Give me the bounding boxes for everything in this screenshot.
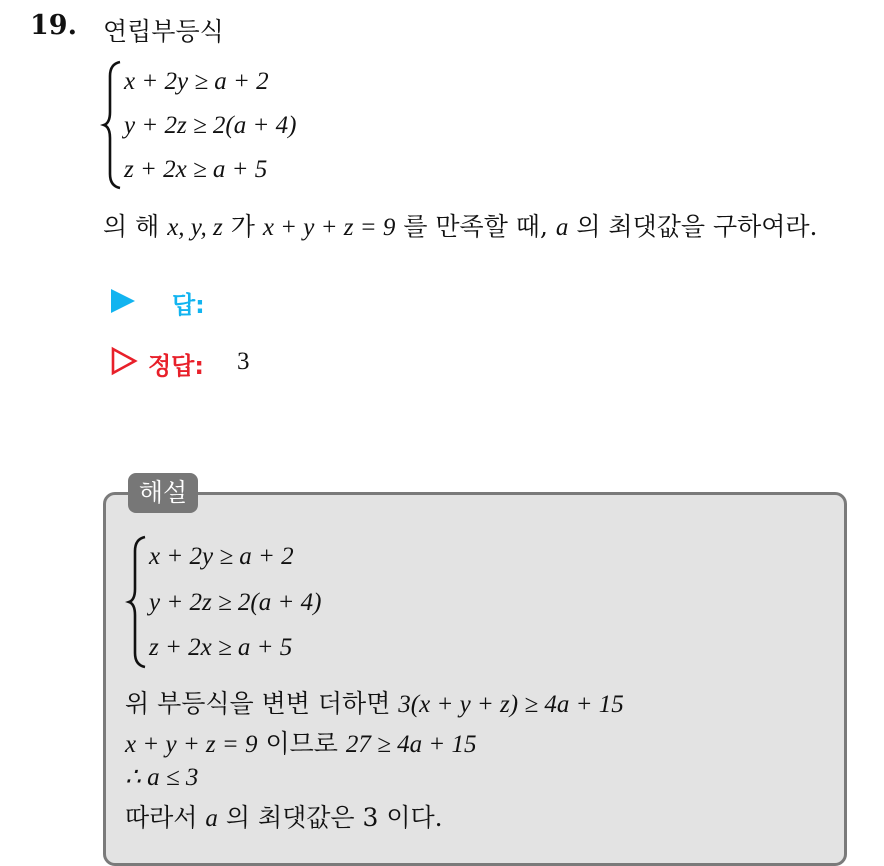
correct-answer-label: 정답: xyxy=(148,352,204,380)
answer-label: 답: xyxy=(172,291,205,319)
solution-line-2 xyxy=(125,724,477,760)
solution-line-3: ∴ a ≤ 3 xyxy=(125,764,199,791)
solution-system-line-3: z + 2x ≥ a + 5 xyxy=(149,634,293,661)
solution-line-4-var: a xyxy=(205,805,218,832)
solution-system-line-2: y + 2z ≥ 2(a + 4) xyxy=(149,589,322,616)
system-line-1: x + 2y ≥ a + 2 xyxy=(124,68,269,95)
problem-number: 19. xyxy=(30,10,77,41)
solution-line-2-math2: 27 ≥ 4a + 15 xyxy=(345,731,477,758)
question-condition: x + y + z = 9 xyxy=(262,214,396,241)
solution-line-4 xyxy=(125,798,443,834)
solution-line-1-text: 위 부등식을 변변 더하면 xyxy=(125,689,391,718)
solution-line-2-math: x + y + z = 9 xyxy=(125,731,258,758)
question-vars: x, y, z xyxy=(167,214,223,241)
solution-system-line-1: x + 2y ≥ a + 2 xyxy=(149,543,294,570)
left-brace-icon xyxy=(100,60,124,190)
solution-line-1 xyxy=(125,684,624,720)
solution-line-4-prefix: 따라서 xyxy=(125,803,198,832)
solution-tab: 해설 xyxy=(128,473,198,513)
question-text xyxy=(103,207,818,243)
solution-line-1-math: 3(x + y + z) ≥ 4a + 15 xyxy=(398,691,624,718)
correct-answer-value: 3 xyxy=(237,348,250,375)
question-suffix: 의 최댓값을 구하여라. xyxy=(576,212,818,241)
question-middle: 를 만족할 때, xyxy=(403,212,548,241)
outline-triangle-icon xyxy=(110,346,138,376)
play-triangle-icon xyxy=(111,289,135,313)
system-line-3: z + 2x ≥ a + 5 xyxy=(124,156,268,183)
solution-line-4-suffix: 의 최댓값은 3 이다. xyxy=(225,803,443,832)
question-prefix: 의 해 xyxy=(103,212,160,241)
system-line-2: y + 2z ≥ 2(a + 4) xyxy=(124,112,297,139)
left-brace-icon xyxy=(125,535,149,670)
solution-system xyxy=(125,535,425,670)
solution-line-2-text: 이므로 xyxy=(265,729,338,758)
problem-system xyxy=(100,60,400,190)
question-var-a: a xyxy=(555,214,569,241)
problem-title: 연립부등식 xyxy=(103,17,224,46)
question-ga: 가 xyxy=(230,212,255,241)
